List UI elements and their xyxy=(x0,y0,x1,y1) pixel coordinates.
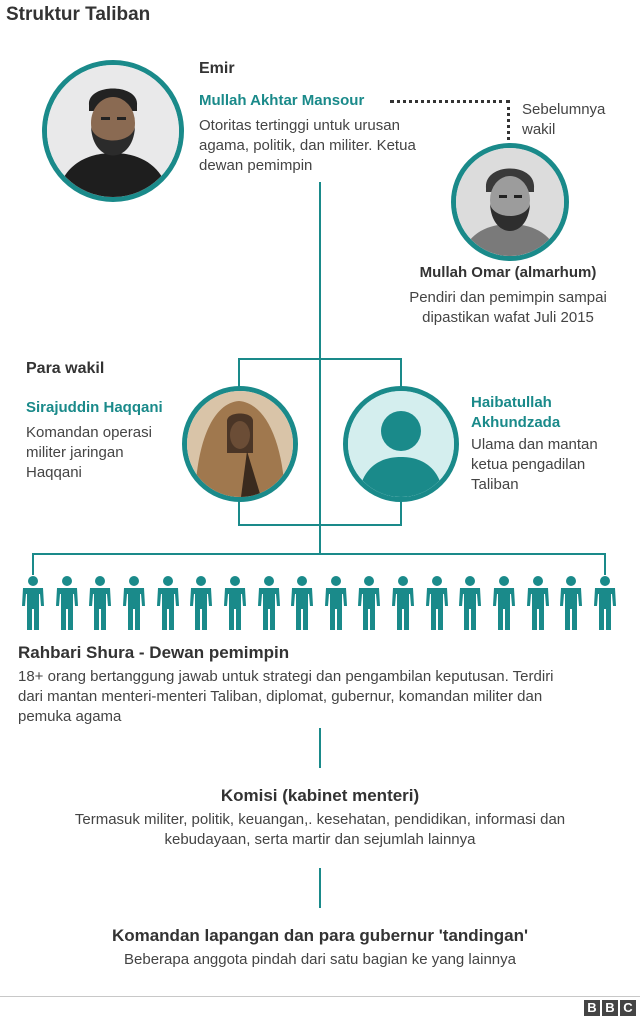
emir-desc-line: Otoritas tertinggi untuk urusan xyxy=(199,117,400,134)
deputy-left-desc-line: Haqqani xyxy=(26,464,82,481)
previous-leader-portrait xyxy=(451,143,569,261)
bbc-logo-block: B xyxy=(602,1000,618,1016)
previous-label-line: wakil xyxy=(522,121,556,138)
commanders-heading: Komandan lapangan dan para gubernur 'tandingan' xyxy=(111,926,529,945)
previous-label-line: Sebelumnya xyxy=(522,101,606,118)
shura-member-figure xyxy=(188,576,214,630)
shura-member-figure xyxy=(356,576,382,630)
bbc-logo-block: B xyxy=(584,1000,600,1016)
deputy-right-desc-line: Ulama dan mantan xyxy=(471,436,598,453)
bbc-logo xyxy=(584,1000,636,1016)
previous-label xyxy=(522,100,605,140)
connector-shura-commission xyxy=(319,728,321,768)
shura-member-figure xyxy=(323,576,349,630)
deputy-left-desc-line: militer jaringan xyxy=(26,444,124,461)
connector-shura-horizontal xyxy=(32,553,606,555)
emir-portrait xyxy=(42,60,184,202)
emir-desc-line: dewan pemimpin xyxy=(199,157,313,174)
shura-member-figure xyxy=(424,576,450,630)
emir-heading: Emir xyxy=(199,60,235,77)
deputy-right-name-line: Haibatullah xyxy=(471,394,552,411)
previous-leader-description xyxy=(380,288,636,328)
shura-member-figure xyxy=(525,576,551,630)
deputy-left-portrait xyxy=(182,386,298,502)
dotted-connector-vertical xyxy=(507,100,510,140)
deputy-left-name: Sirajuddin Haqqani xyxy=(26,399,163,416)
commanders-description: Beberapa anggota pindah dari satu bagian ke yang lainnya xyxy=(124,951,516,968)
shura-member-figure xyxy=(289,576,315,630)
shura-heading: Rahbari Shura - Dewan pemimpin xyxy=(18,643,290,662)
deputy-left-desc-line: Komandan operasi xyxy=(26,424,152,441)
deputy-right-desc-line: Taliban xyxy=(471,476,519,493)
emir-description xyxy=(199,116,416,176)
emir-desc-line: agama, politik, dan militer. Ketua xyxy=(199,137,416,154)
shura-member-figure xyxy=(491,576,517,630)
bbc-logo-block: C xyxy=(620,1000,636,1016)
chart-title: Struktur Taliban xyxy=(6,4,151,25)
shura-member-figure xyxy=(155,576,181,630)
deputy-right-desc-line: ketua pengadilan xyxy=(471,456,586,473)
shura-member-figure xyxy=(87,576,113,630)
shura-member-figure xyxy=(558,576,584,630)
connector-commission-commanders xyxy=(319,868,321,908)
shura-desc-line: dari mantan menteri-menteri Taliban, diplomat, gubernur, komandan militer dan xyxy=(18,688,543,705)
deputy-left-description xyxy=(26,423,152,483)
shura-desc-line: 18+ orang bertanggung jawab untuk strategi dan pengambilan keputusan. Terdiri xyxy=(18,668,554,685)
shura-member-figure xyxy=(20,576,46,630)
commission-description xyxy=(0,810,640,850)
deputies-heading: Para wakil xyxy=(26,360,105,377)
previous-desc-line: dipastikan wafat Juli 2015 xyxy=(422,309,594,326)
connector-center-vertical xyxy=(319,358,321,554)
previous-desc-line: Pendiri dan pemimpin sampai xyxy=(409,289,607,306)
shura-member-figure xyxy=(457,576,483,630)
deputy-right-name-line: Akhundzada xyxy=(471,414,561,431)
deputy-right-name xyxy=(471,393,560,433)
previous-leader-name: Mullah Omar (almarhum) xyxy=(419,264,597,281)
shura-description xyxy=(18,667,628,727)
connector-emir-vertical xyxy=(319,182,321,358)
connector-shura-right-drop xyxy=(604,553,606,575)
shura-member-figure xyxy=(592,576,618,630)
commission-heading: Komisi (kabinet menteri) xyxy=(220,786,420,805)
shura-member-figure xyxy=(390,576,416,630)
footer-divider xyxy=(0,996,640,997)
commission-desc-line: kebudayaan, serta martir dan sejumlah lainnya xyxy=(164,831,476,848)
shura-desc-line: pemuka agama xyxy=(18,708,122,725)
deputy-right-description xyxy=(471,435,598,495)
emir-name: Mullah Akhtar Mansour xyxy=(199,92,365,109)
shura-member-figure xyxy=(121,576,147,630)
connector-shura-left-drop xyxy=(32,553,34,575)
shura-member-figure xyxy=(256,576,282,630)
shura-member-figure xyxy=(54,576,80,630)
commission-desc-line: Termasuk militer, politik, keuangan,. kesehatan, pendidikan, informasi dan xyxy=(74,811,566,828)
dotted-connector-horizontal xyxy=(390,100,510,103)
deputy-right-portrait xyxy=(343,386,459,502)
shura-member-figure xyxy=(222,576,248,630)
